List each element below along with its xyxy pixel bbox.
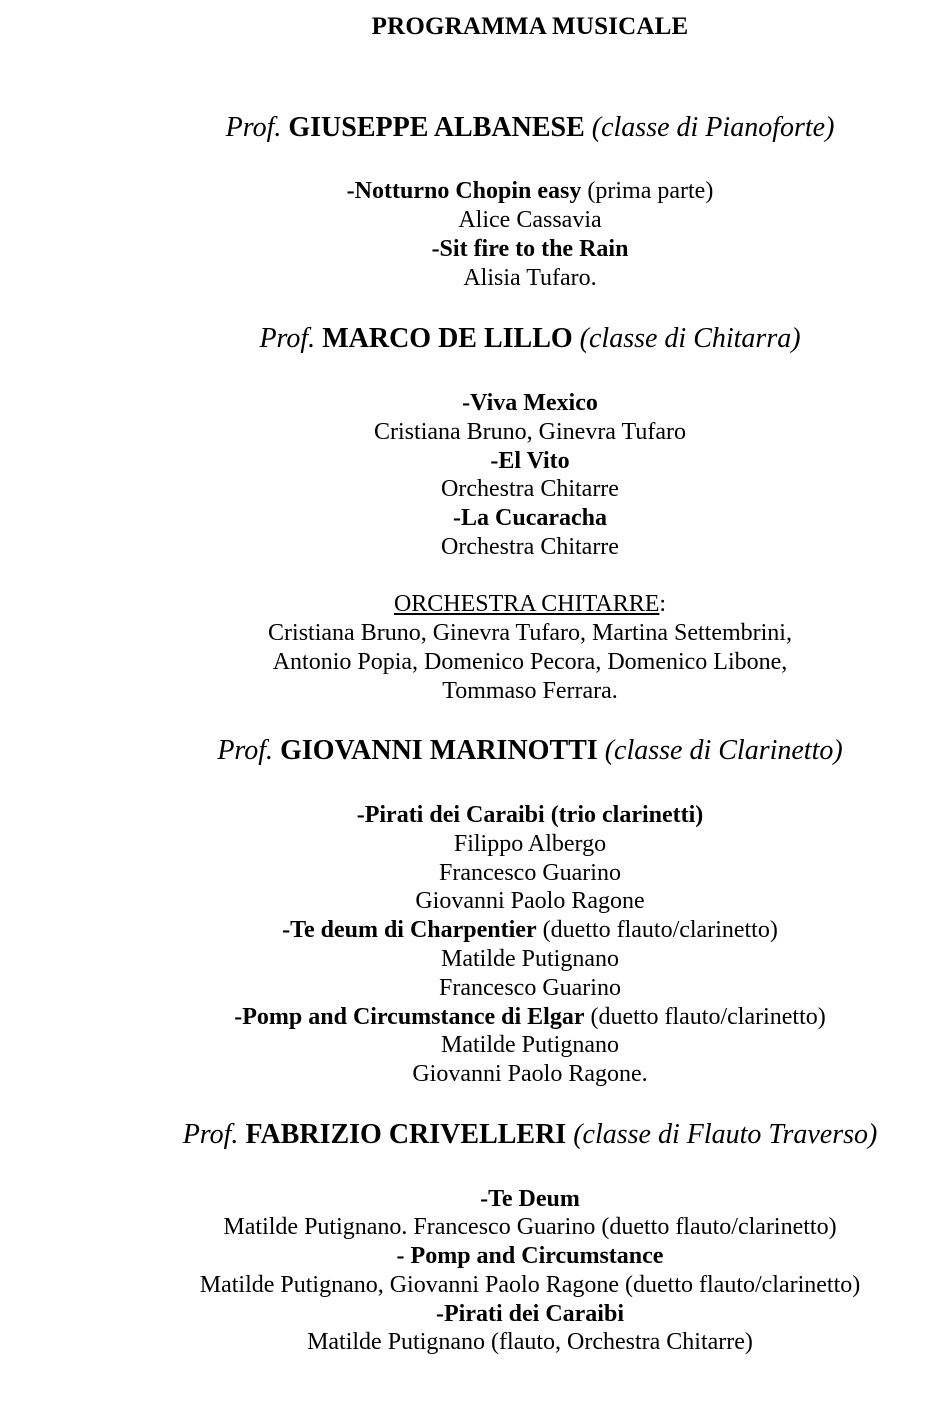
performer: Matilde Putignano [441, 1032, 619, 1058]
section-header-albanese [226, 111, 835, 145]
piece-title: -El Vito [490, 448, 570, 474]
teacher-name: MARCO DE LILLO [322, 323, 573, 354]
piece-title: -Pirati dei Caraibi (trio clarinetti) [356, 802, 704, 828]
section-header-de-lillo [259, 322, 800, 356]
section-header-marinotti [217, 734, 842, 768]
performer: Matilde Putignano, Giovanni Paolo Ragone (duetto flauto/clarinetto) [199, 1272, 861, 1298]
piece-title: -Notturno Chopin easy (prima parte) [346, 178, 714, 204]
prof-prefix: Prof. [217, 735, 274, 766]
ensemble-heading: ORCHESTRA CHITARRE: [393, 591, 667, 617]
class-name: (classe di Chitarra) [579, 323, 801, 354]
piece-title: -La Cucaracha [453, 505, 607, 531]
piece-title: -Pomp and Circumstance di Elgar (duetto flauto/clarinetto) [234, 1004, 826, 1030]
performer: Giovanni Paolo Ragone [415, 888, 645, 914]
performer: Cristiana Bruno, Ginevra Tufaro [374, 419, 686, 445]
class-name: (classe di Flauto Traverso) [573, 1119, 878, 1150]
performer: Francesco Guarino [439, 975, 621, 1001]
class-name: (classe di Pianoforte) [591, 112, 835, 143]
teacher-name: FABRIZIO CRIVELLERI [245, 1119, 567, 1150]
piece-title: -Sit fire to the Rain [431, 236, 629, 262]
performer: Matilde Putignano [441, 946, 619, 972]
teacher-name: GIUSEPPE ALBANESE [288, 112, 585, 143]
piece-title: -Te Deum [480, 1186, 580, 1212]
performer: Matilde Putignano. Francesco Guarino (duetto flauto/clarinetto) [223, 1214, 837, 1240]
ensemble-members: Cristiana Bruno, Ginevra Tufaro, Martina Settembrini, [268, 620, 792, 646]
piece-title: -Viva Mexico [462, 390, 598, 416]
section-header-crivelleri [183, 1118, 878, 1152]
ensemble-members: Antonio Popia, Domenico Pecora, Domenico Libone, [272, 649, 788, 675]
prof-prefix: Prof. [182, 1119, 239, 1150]
prof-prefix: Prof. [259, 323, 316, 354]
performer: Matilde Putignano (flauto, Orchestra Chitarre) [307, 1329, 753, 1355]
performer: Filippo Albergo [453, 831, 607, 857]
performer: Francesco Guarino [439, 860, 621, 886]
piece-title: -Pirati dei Caraibi [436, 1301, 624, 1327]
ensemble-members: Tommaso Ferrara. [442, 678, 618, 704]
page-title: PROGRAMMA MUSICALE [371, 13, 689, 40]
piece-title: -Te deum di Charpentier (duetto flauto/clarinetto) [282, 917, 778, 943]
performer: Giovanni Paolo Ragone. [412, 1061, 648, 1087]
performer: Orchestra Chitarre [441, 534, 619, 560]
teacher-name: GIOVANNI MARINOTTI [280, 735, 598, 766]
class-name: (classe di Clarinetto) [604, 735, 843, 766]
performer: Alice Cassavia [458, 207, 602, 233]
performer: Orchestra Chitarre [441, 476, 619, 502]
performer: Alisia Tufaro. [463, 265, 597, 291]
piece-title: - Pomp and Circumstance [396, 1243, 664, 1269]
prof-prefix: Prof. [225, 112, 282, 143]
